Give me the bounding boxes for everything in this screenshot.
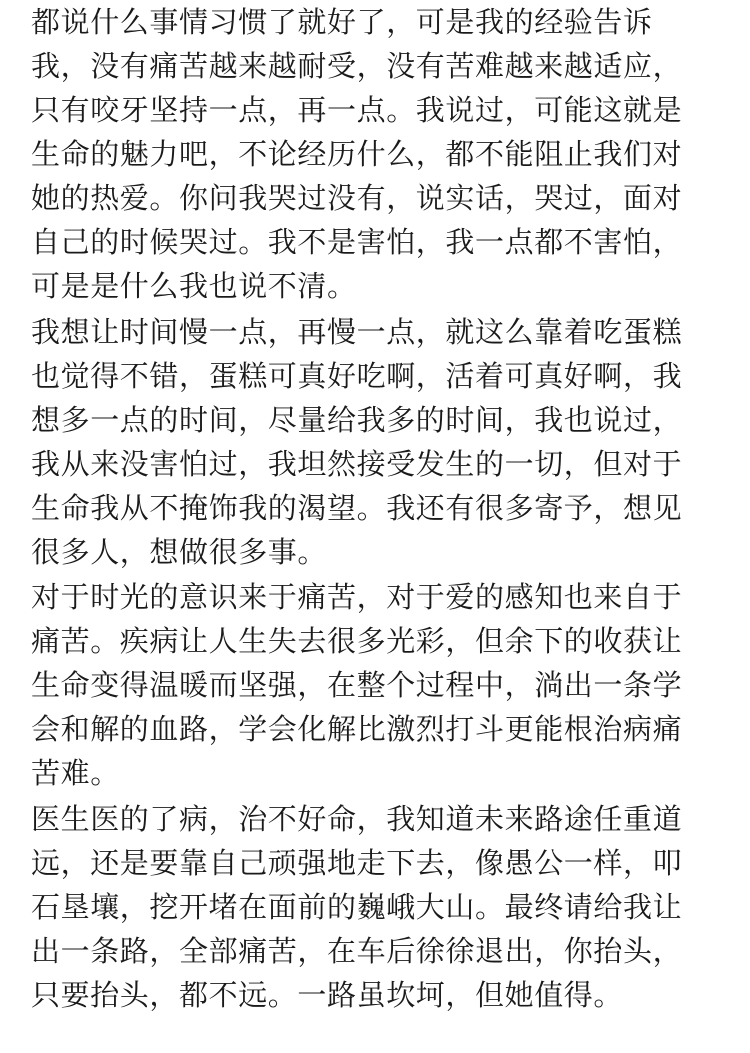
text-line: 都说什么事情习惯了就好了，可是我的经验告诉 <box>31 5 653 39</box>
text-line: 可是是什么我也说不清。 <box>31 269 357 303</box>
text-line: 自己的时候哭过。我不是害怕，我一点都不害怕， <box>31 225 683 259</box>
text-line: 对于时光的意识来于痛苦，对于爱的感知也来自于 <box>31 580 683 614</box>
text-line: 我想让时间慢一点，再慢一点，就这么靠着吃蛋糕 <box>31 314 683 349</box>
text-line: 想多一点的时间，尽量给我多的时间，我也说过， <box>31 402 683 437</box>
text-line: 只有咬牙坚持一点，再一点。我说过，可能这就是 <box>31 93 683 127</box>
text-line: 很多人，想做很多事。 <box>31 534 328 569</box>
paragraph-4 <box>31 797 731 1017</box>
text-line: 我从来没害怕过，我坦然接受发生的一切，但对于 <box>31 446 683 481</box>
text-line: 生命我从不掩饰我的渴望。我还有很多寄予，想见 <box>31 490 683 525</box>
text-line: 会和解的血路，学会化解比激烈打斗更能根治病痛 <box>31 712 683 746</box>
text-line: 痛苦。疾病让人生失去很多光彩，但余下的收获让 <box>31 624 683 658</box>
text-line: 只要抬头，都不远。一路虽坎坷，但她值得。 <box>31 977 624 1012</box>
text-line: 生命的魅力吧，不论经历什么，都不能阻止我们对 <box>31 137 683 171</box>
text-line: 也觉得不错，蛋糕可真好吃啊，活着可真好啊，我 <box>31 358 683 393</box>
article-body <box>31 0 731 1017</box>
paragraph-3 <box>31 575 731 795</box>
text-line: 苦难。 <box>31 756 120 790</box>
paragraph-1 <box>31 0 731 308</box>
text-line: 我，没有痛苦越来越耐受，没有苦难越来越适应， <box>31 49 683 83</box>
text-line: 她的热爱。你问我哭过没有，说实话，哭过，面对 <box>31 181 683 215</box>
text-line: 出一条路，全部痛苦，在车后徐徐退出，你抬头， <box>31 933 683 968</box>
text-line: 远，还是要靠自己顽强地走下去，像愚公一样，叩 <box>31 845 683 880</box>
text-line: 生命变得温暖而坚强，在整个过程中，淌出一条学 <box>31 668 683 702</box>
text-line: 石垦壤，挖开堵在面前的巍峨大山。最终请给我让 <box>31 889 683 924</box>
paragraph-2 <box>31 310 731 574</box>
text-line: 医生医的了病，治不好命，我知道未来路途任重道 <box>31 801 683 836</box>
